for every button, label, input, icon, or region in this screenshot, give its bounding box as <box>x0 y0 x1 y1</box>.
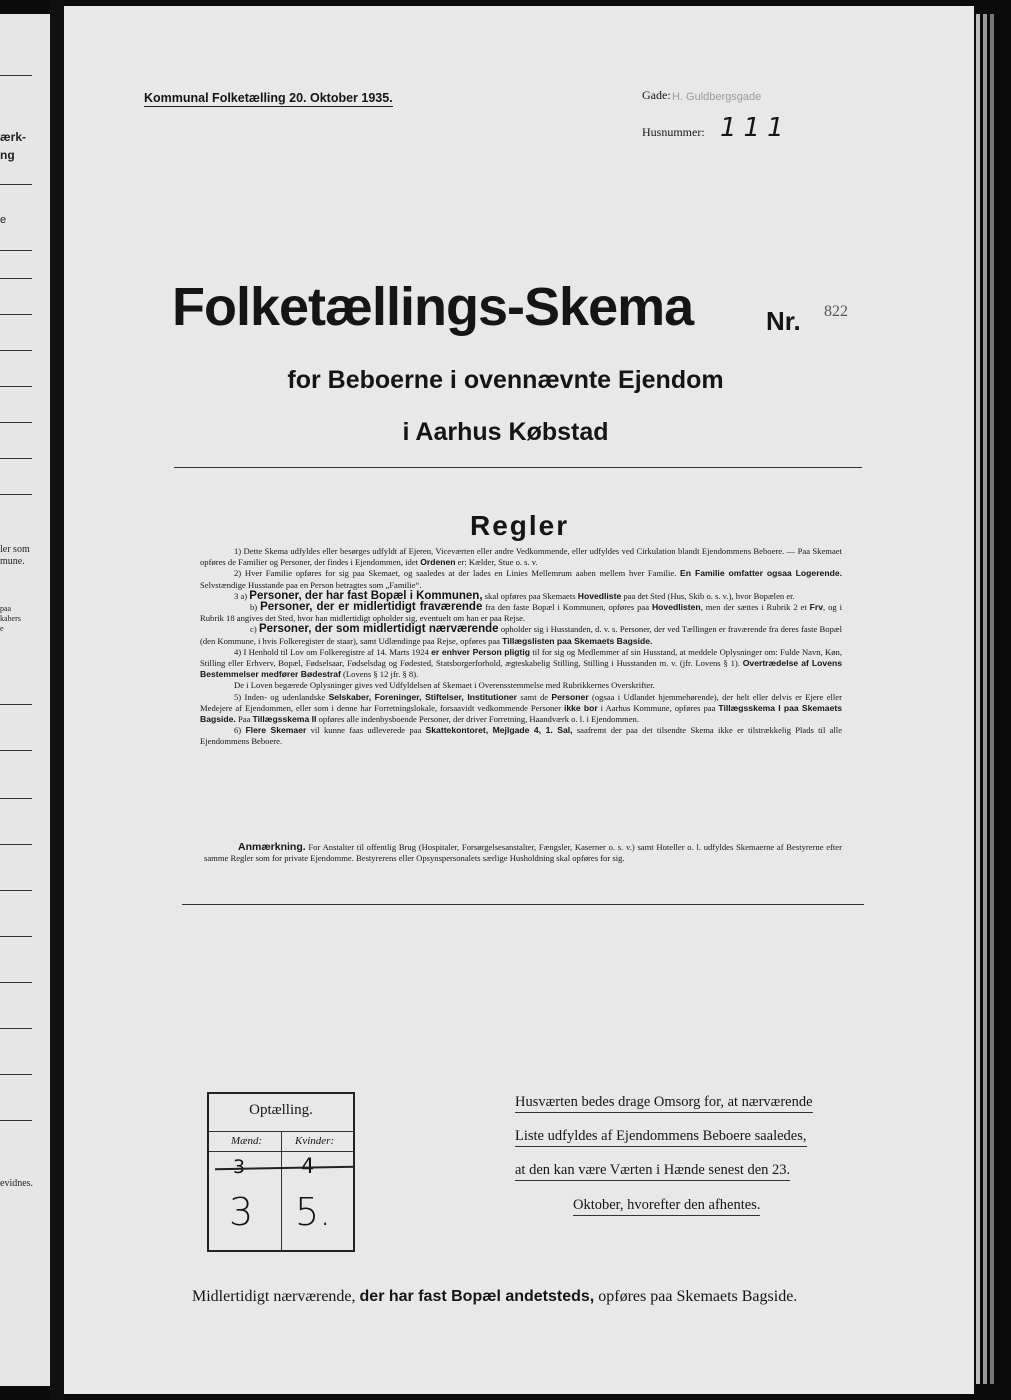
left-page-rule <box>0 936 32 937</box>
left-page-rule <box>0 250 32 251</box>
left-page-rule <box>0 75 32 76</box>
left-page-rule <box>0 184 32 185</box>
landlord-note-line: Liste udfyldes af Ejendommens Beboere saaledes, <box>515 1128 807 1147</box>
landlord-note-line: at den kan være Værten i Hænde senest den 23. <box>515 1162 790 1181</box>
footer-note: Midlertidigt nærværende, der har fast Bopæl andetsteds, opføres paa Skemaets Bagside. <box>192 1288 798 1305</box>
left-page-rule <box>0 458 32 459</box>
rules-heading: Regler <box>470 510 570 541</box>
street-field <box>642 88 762 103</box>
rule-4-note: De i Loven begærede Oplysninger gives ved Udfyldelsen af Skemaet i Overensstemmelse med Rubrikkernes Overskrifter. <box>234 680 655 691</box>
left-page-rule <box>0 844 32 845</box>
rule-3c: c) Personer, der som midlertidigt nærværende opholder sig i Husstanden, d. v. s. Personer, der ved Tællingen er fraværende fra deres faste Bopæl (den Kommune, i hvis Folkeregister de staar), samt Udlændinge paa Rejse, opføres paa Tillægslisten paa Skemaets Bagside. <box>200 623 842 646</box>
rules-section <box>200 546 842 748</box>
form-number-label: Nr. <box>766 306 801 336</box>
form-number-value: 822 <box>824 303 848 320</box>
left-page-rule <box>0 982 32 983</box>
rule-5: 5) Inden- og udenlandske Selskaber, Foreninger, Stiftelser, Institutioner samt de Personer (ogsaa i Udlandet hjemmehørende), der helt eller delvis er Ejere eller Medejere af Ejendommen, eller som i denne har Forretningslokale, forsaavidt vedkommende Personer ikke bor i Aarhus Kommune, opføres paa Tillægsskema I paa Skemaets Bagside. Paa Tillægsskema II opføres alle indenbysboende Personer, der driver Forretning, Haandværk o. l. i Ejendommen. <box>200 691 842 725</box>
left-page-rule <box>0 314 32 315</box>
women-label: Kvinder: <box>295 1135 335 1147</box>
count-column-divider <box>281 1132 282 1250</box>
rule-2: 2) Hver Familie opføres for sig paa Skemaet, og saaledes at der lades en Linies Mellemrum aaben mellem hver Familie. En Familie omfatter ogsaa Logerende. Selvstændige Husstande paa en Person betragtes som „Familie“. <box>200 568 842 590</box>
left-page-fragment: ærk- <box>0 130 27 144</box>
remark-label: Anmærkning. <box>238 841 306 853</box>
form-subtitle: for Beboerne i ovennævnte Ejendom <box>287 366 724 394</box>
left-page-fragment: kabers <box>0 614 21 623</box>
page-edge <box>990 14 994 1384</box>
book-gutter <box>50 0 64 1400</box>
left-page-rule <box>0 1120 32 1121</box>
count-title: Optælling. <box>249 1102 313 1118</box>
page-edge <box>983 14 987 1384</box>
census-date-line: Kommunal Folketælling 20. Oktober 1935. <box>144 91 393 105</box>
rule-1: 1) Dette Skema udfyldes eller besørges udfyldt af Ejeren, Viceværten eller andre Vedkommende, eller udfyldes ved Cirkulation blandt Ejendommens Beboere. — Paa Skemaet opføres de Familier og Personer, der findes i Ejendommen, idet Ordenen er: Kælder, Stue o. s. v. <box>200 546 842 568</box>
street-label: Gade: <box>642 88 671 102</box>
form-title: Folketællings-Skema <box>172 277 694 337</box>
left-page-fragment: paa <box>0 604 12 613</box>
left-page-fragment: e <box>0 624 4 633</box>
form-location: i Aarhus Købstad <box>402 418 609 446</box>
street-value: H. Guldbergsgade <box>672 91 762 103</box>
left-page-rule <box>0 1028 32 1029</box>
rule-3a: 3 a) Personer, der har fast Bopæl i Kommunen, skal opføres paa Skemaets Hovedliste paa det Sted (Hus, Skib o. s. v.), hvor Bopælen er. <box>234 589 795 602</box>
left-page-rule <box>0 350 32 351</box>
house-number-label: Husnummer: <box>642 125 705 139</box>
left-page-rule <box>0 278 32 279</box>
women-count: 5. <box>295 1190 332 1234</box>
left-page-rule <box>0 704 32 705</box>
landlord-note-line: Husværten bedes drage Omsorg for, at nærværende <box>515 1094 813 1113</box>
left-page-rule <box>0 494 32 495</box>
count-header-divider <box>209 1151 353 1152</box>
left-page-fragment: ler som <box>0 544 30 555</box>
left-page-fragment: evidnes. <box>0 1178 34 1189</box>
rule-6: 6) Flere Skemaer vil kunne faas udleverede paa Skattekontoret, Mejlgade 4, 1. Sal, saafremt der paa det tilsendte Skema ikke er tilstrækkelig Plads til alle Ejendommens Beboere. <box>200 725 843 747</box>
count-box <box>207 1092 355 1252</box>
men-label: Mænd: <box>231 1135 263 1147</box>
left-page-rule <box>0 890 32 891</box>
men-count: 3 <box>229 1190 254 1234</box>
left-page-rule <box>0 798 32 799</box>
left-page-rule <box>0 1074 32 1075</box>
landlord-note-line: Oktober, hvorefter den afhentes. <box>573 1197 760 1216</box>
rule-3b: b) Personer, der er midlertidigt fraværende fra den faste Bopæl i Kommunen, opføres paa Hovedlisten, men der sættes i Rubrik 2 et Frv, og i Rubrik 18 angives det Sted, hvor han midlertidigt opholder sig, eventuelt om han er paa Rejse. <box>200 601 842 624</box>
left-page-fragment: ng <box>0 148 15 162</box>
remark-text: For Anstalter til offentlig Brug (Hospitaler, Forsørgelsesanstalter, Fængsler, Kaserner o. s. v.) samt Hoteller o. l. udfyldes Skemaerne af Bestyrerne efter samme Regler som for private Ejendomme. Bestyrerens eller Opsynspersonalets særlige Husholdning skal opføres for sig. <box>204 842 842 864</box>
house-number-field <box>642 113 791 143</box>
left-page-fragment: mune. <box>0 556 25 567</box>
house-number-value: 111 <box>720 113 791 143</box>
divider <box>174 467 862 468</box>
page-edge <box>976 14 980 1384</box>
left-page-edge <box>0 14 50 1386</box>
divider <box>182 904 864 905</box>
remark-section <box>204 842 842 864</box>
rule-4: 4) I Henhold til Lov om Folkeregistre af 14. Marts 1924 er enhver Person pligtig til for sig og Medlemmer af sin Husstand, at meddele Oplysninger om: Fulde Navn, Køn, Stilling eller Erhverv, Bopæl, Fødselsaar, Fødselsdag og Fødested, Statsborgerforhold, ægteskabelig Stilling, Stilling i Husstanden m. v. (jfr. Lovens § 1). Overtrædelse af Lovens Bestemmelser medfører Bødestraf (Lovens § 12 jfr. § 8). <box>200 646 842 680</box>
left-page-rule <box>0 750 32 751</box>
left-page-fragment: e <box>0 214 7 226</box>
